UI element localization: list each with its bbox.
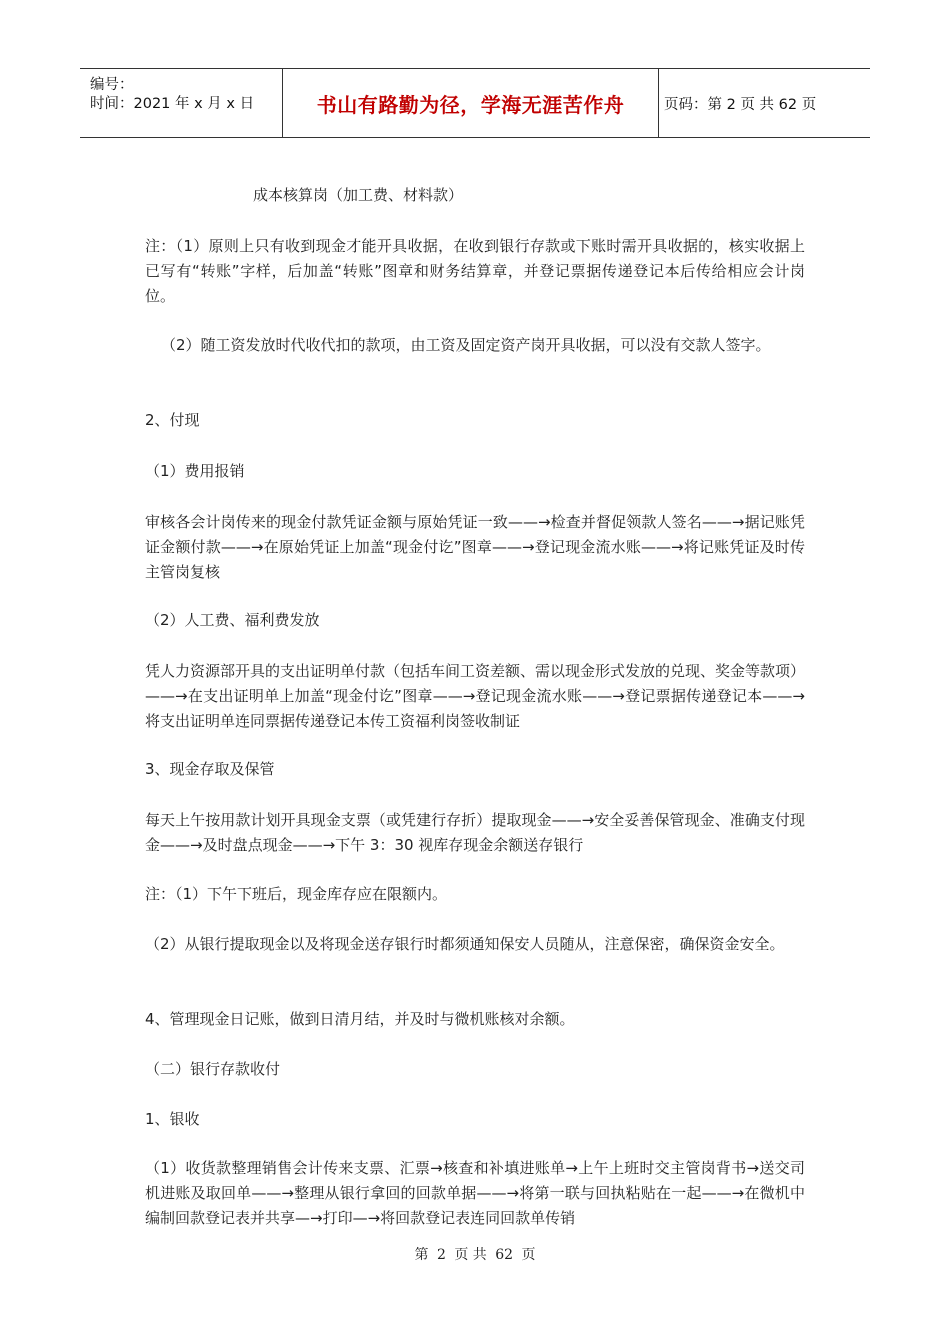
heading-expense-reimbursement: （1）费用报销 (145, 462, 245, 480)
footer-prefix: 第 (414, 1247, 429, 1263)
paragraph-cash-note-1: 注：（1）下午下班后，现金库存应在限额内。 (145, 885, 448, 903)
footer-page-number: 2 (436, 1247, 446, 1263)
header-meta-cell (80, 69, 283, 137)
page-header (80, 68, 870, 138)
paragraph-cash-ledger: 4、管理现金日记账，做到日清月结，并及时与微机账核对余额。 (145, 1010, 575, 1028)
header-motto: 书山有路勤为径，学海无涯苦作舟 (316, 92, 625, 117)
footer-mid: 页 共 (454, 1247, 487, 1263)
heading-payment: 2、付现 (145, 411, 200, 429)
footer-suffix: 页 (521, 1247, 536, 1263)
paragraph-cash-process: 每天上午按用款计划开具现金支票（或凭建行存折）提取现金——→安全妥善保管现金、准确支付现金——→及时盘点现金——→下午 3：30 视库存现金余额送存银行 (145, 811, 805, 854)
paragraph-bank-receipts: （1）收货款整理销售会计传来支票、汇票→核查和补填进账单→上午上班时交主管岗背书→送交司机进账及取回单——→整理从银行拿回的回款单据——→将第一联与回执粘贴在一起——→在微机中编制回款登记表并共享—→打印—→将回款登记表连同回款单传销 (145, 1159, 805, 1227)
heading-cash-storage: 3、现金存取及保管 (145, 760, 275, 778)
document-number-label: 编号： (90, 77, 134, 93)
heading-labor-welfare: （2）人工费、福利费发放 (145, 611, 320, 629)
heading-bank-deposits: （二）银行存款收付 (145, 1060, 281, 1078)
paragraph-note-2: （2）随工资发放时代收代扣的款项，由工资及固定资产岗开具收据，可以没有交款人签字。 (161, 336, 771, 354)
footer-total-pages: 62 (495, 1247, 514, 1263)
paragraph-expense-process: 审核各会计岗传来的现金付款凭证金额与原始凭证一致——→检查并督促领款人签名——→据记账凭证金额付款——→在原始凭证上加盖“现金付讫”图章——→登记现金流水账——→将记账凭证及时传主管岗复核 (145, 513, 805, 581)
paragraph-note-1: 注：（1）原则上只有收到现金才能开具收据，在收到银行存款或下账时需开具收据的，核实收据上已写有“转账”字样，后加盖“转账”图章和财务结算章，并登记票据传递登记本后传给相应会计岗位。 (145, 237, 805, 305)
document-date-label: 时间：2021 年 x 月 x 日 (90, 96, 255, 112)
paragraph-labor-process: 凭人力资源部开具的支出证明单付款（包括车间工资差额、需以现金形式发放的兑现、奖金等款项）——→在支出证明单上加盖“现金付讫”图章——→登记现金流水账——→登记票据传递登记本——→将支出证明单连同票据传递登记本传工资福利岗签收制证 (145, 662, 806, 730)
page-footer (0, 1244, 950, 1264)
heading-bank-receipts: 1、银收 (145, 1110, 200, 1128)
header-motto-cell (283, 69, 659, 137)
header-page-info: 页码：第 2 页 共 62 页 (664, 96, 817, 113)
section-title: 成本核算岗（加工费、材料款） (253, 186, 464, 204)
paragraph-cash-note-2: （2）从银行提取现金以及将现金送存银行时都须通知保安人员随从，注意保密，确保资金安全。 (145, 935, 785, 953)
